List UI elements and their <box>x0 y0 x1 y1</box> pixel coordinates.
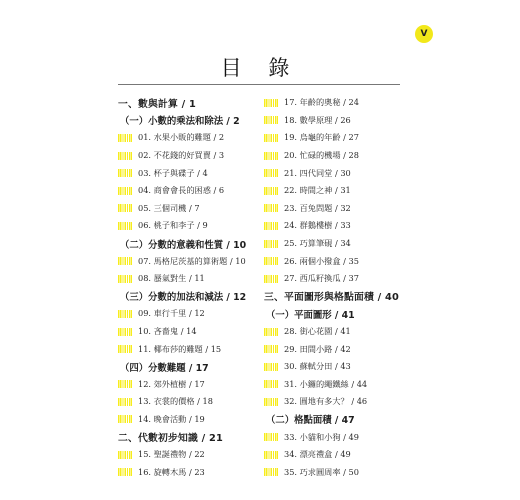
toc-text: 07. 馬格尼茨基的算術題 / 10 <box>138 255 246 266</box>
toc-section-heading <box>264 411 464 429</box>
bullet-bar-icon <box>264 363 278 371</box>
toc-entry <box>264 428 464 446</box>
toc-text: 25. 巧算筆硯 / 34 <box>284 238 351 249</box>
bullet-bar-icon <box>264 134 278 142</box>
toc-text: 30. 蘇軾分田 / 43 <box>284 361 351 372</box>
bullet-bar-icon <box>118 398 132 406</box>
toc-text: 二、代數初步知識 / 21 <box>118 433 224 445</box>
toc-text: 08. 蜃氣對生 / 11 <box>138 273 205 284</box>
toc-text: 17. 年齡的奧秘 / 24 <box>284 97 359 108</box>
toc-chapter-heading <box>264 288 464 306</box>
toc-text: 24. 群鵝樓樹 / 33 <box>284 220 351 231</box>
toc-text: 04. 商會會長的困惑 / 6 <box>138 185 225 196</box>
toc-text: 14. 晚會活動 / 19 <box>138 413 205 424</box>
toc-entry <box>264 252 464 270</box>
toc-text: 19. 烏龜的年齡 / 27 <box>284 132 359 143</box>
bullet-bar-icon <box>118 451 132 459</box>
bullet-bar-icon <box>264 451 278 459</box>
toc-text: 一、數與計算 / 1 <box>118 98 196 110</box>
toc-text: 20. 忙碌的機場 / 28 <box>284 150 359 161</box>
toc-text: 33. 小貓和小狗 / 49 <box>284 431 359 442</box>
toc-entry <box>264 129 464 147</box>
bullet-bar-icon <box>264 204 278 212</box>
bullet-bar-icon <box>118 380 132 388</box>
toc-text: 34. 漂亮禮盒 / 49 <box>284 449 351 460</box>
bullet-bar-icon <box>264 345 278 353</box>
toc-entry <box>264 393 464 411</box>
toc-entry <box>264 446 464 464</box>
toc-entry <box>264 376 464 394</box>
bullet-bar-icon <box>118 204 132 212</box>
toc-entry <box>264 200 464 218</box>
toc-text: 01. 水果小販的難題 / 2 <box>138 132 225 143</box>
bullet-bar-icon <box>264 257 278 265</box>
bullet-bar-icon <box>118 152 132 160</box>
bullet-bar-icon <box>118 222 132 230</box>
bullet-bar-icon <box>264 398 278 406</box>
toc-text: 27. 西瓜籽換瓜 / 37 <box>284 273 359 284</box>
toc-text: 35. 巧求圓周率 / 50 <box>284 466 359 477</box>
toc-entry <box>264 463 464 481</box>
toc-text: 23. 百兔問題 / 32 <box>284 202 351 213</box>
toc-text: （四）分數難題 / 17 <box>120 362 209 374</box>
toc-text: 26. 兩個小撥盒 / 35 <box>284 255 359 266</box>
bullet-bar-icon <box>118 345 132 353</box>
bullet-bar-icon <box>264 99 278 107</box>
bullet-bar-icon <box>118 134 132 142</box>
toc-text: 三、平面圖形與格點面積 / 40 <box>264 292 399 304</box>
toc-text: 13. 衣裳的價格 / 18 <box>138 396 213 407</box>
toc-entry <box>264 270 464 288</box>
bullet-bar-icon <box>118 169 132 177</box>
bullet-bar-icon <box>118 310 132 318</box>
bullet-bar-icon <box>264 169 278 177</box>
toc-text: 28. 街心花園 / 41 <box>284 326 351 337</box>
toc-text: 31. 小鑼的繩鐵絲 / 44 <box>284 378 368 389</box>
bullet-bar-icon <box>118 328 132 336</box>
bullet-bar-icon <box>264 116 278 124</box>
toc-text: 11. 椰布莎的難題 / 15 <box>138 343 222 354</box>
toc-text: 02. 不花錢的好買賣 / 3 <box>138 150 225 161</box>
toc-text: 10. 吝嗇鬼 / 14 <box>138 326 197 337</box>
toc-text: 05. 三個司機 / 7 <box>138 202 200 213</box>
toc-entry <box>264 147 464 165</box>
toc-text: （三）分數的加法和減法 / 12 <box>120 292 247 304</box>
bullet-bar-icon <box>264 187 278 195</box>
toc-text: （二）分數的意義和性質 / 10 <box>120 239 247 251</box>
bullet-bar-icon <box>264 240 278 248</box>
toc-text: 22. 時間之神 / 31 <box>284 185 351 196</box>
toc-text: （一）小數的乘法和除法 / 2 <box>120 116 240 128</box>
toc-entry <box>264 217 464 235</box>
bullet-bar-icon <box>118 415 132 423</box>
toc-section-heading <box>264 305 464 323</box>
bullet-bar-icon <box>118 468 132 476</box>
toc-text: （二）格點面積 / 47 <box>266 415 355 427</box>
page-title: 目 錄 <box>220 56 300 80</box>
toc-text: （一）平面圖形 / 41 <box>266 309 355 321</box>
toc-text: 16. 旋轉木馬 / 23 <box>138 466 205 477</box>
toc-text: 29. 田間小路 / 42 <box>284 343 351 354</box>
page-marker-badge: V <box>415 25 433 43</box>
bullet-bar-icon <box>118 275 132 283</box>
toc-text: 18. 數學原理 / 26 <box>284 114 351 125</box>
bullet-bar-icon <box>264 152 278 160</box>
toc-entry <box>264 94 464 112</box>
bullet-bar-icon <box>264 380 278 388</box>
toc-entry <box>264 235 464 253</box>
toc-entry <box>264 323 464 341</box>
toc-entry <box>264 182 464 200</box>
bullet-bar-icon <box>264 275 278 283</box>
bullet-bar-icon <box>118 257 132 265</box>
toc-text: 15. 聖誕禮物 / 22 <box>138 449 205 460</box>
toc-text: 12. 郊外植樹 / 17 <box>138 378 205 389</box>
toc-entry <box>264 164 464 182</box>
bullet-bar-icon <box>264 328 278 336</box>
bullet-bar-icon <box>118 187 132 195</box>
bullet-bar-icon <box>264 433 278 441</box>
title-divider <box>118 84 400 85</box>
toc-text: 03. 杯子與碟子 / 4 <box>138 167 208 178</box>
bullet-bar-icon <box>264 222 278 230</box>
toc-text: 06. 桃子和李子 / 9 <box>138 220 208 231</box>
toc-text: 09. 車行千里 / 12 <box>138 308 205 319</box>
toc-text: 32. 圓地有多大？ / 46 <box>284 396 368 407</box>
toc-text: 21. 四代同堂 / 30 <box>284 167 351 178</box>
toc-entry <box>264 358 464 376</box>
bullet-bar-icon <box>264 468 278 476</box>
toc-entry <box>264 112 464 130</box>
toc-entry <box>264 340 464 358</box>
toc-column-right <box>264 94 464 481</box>
